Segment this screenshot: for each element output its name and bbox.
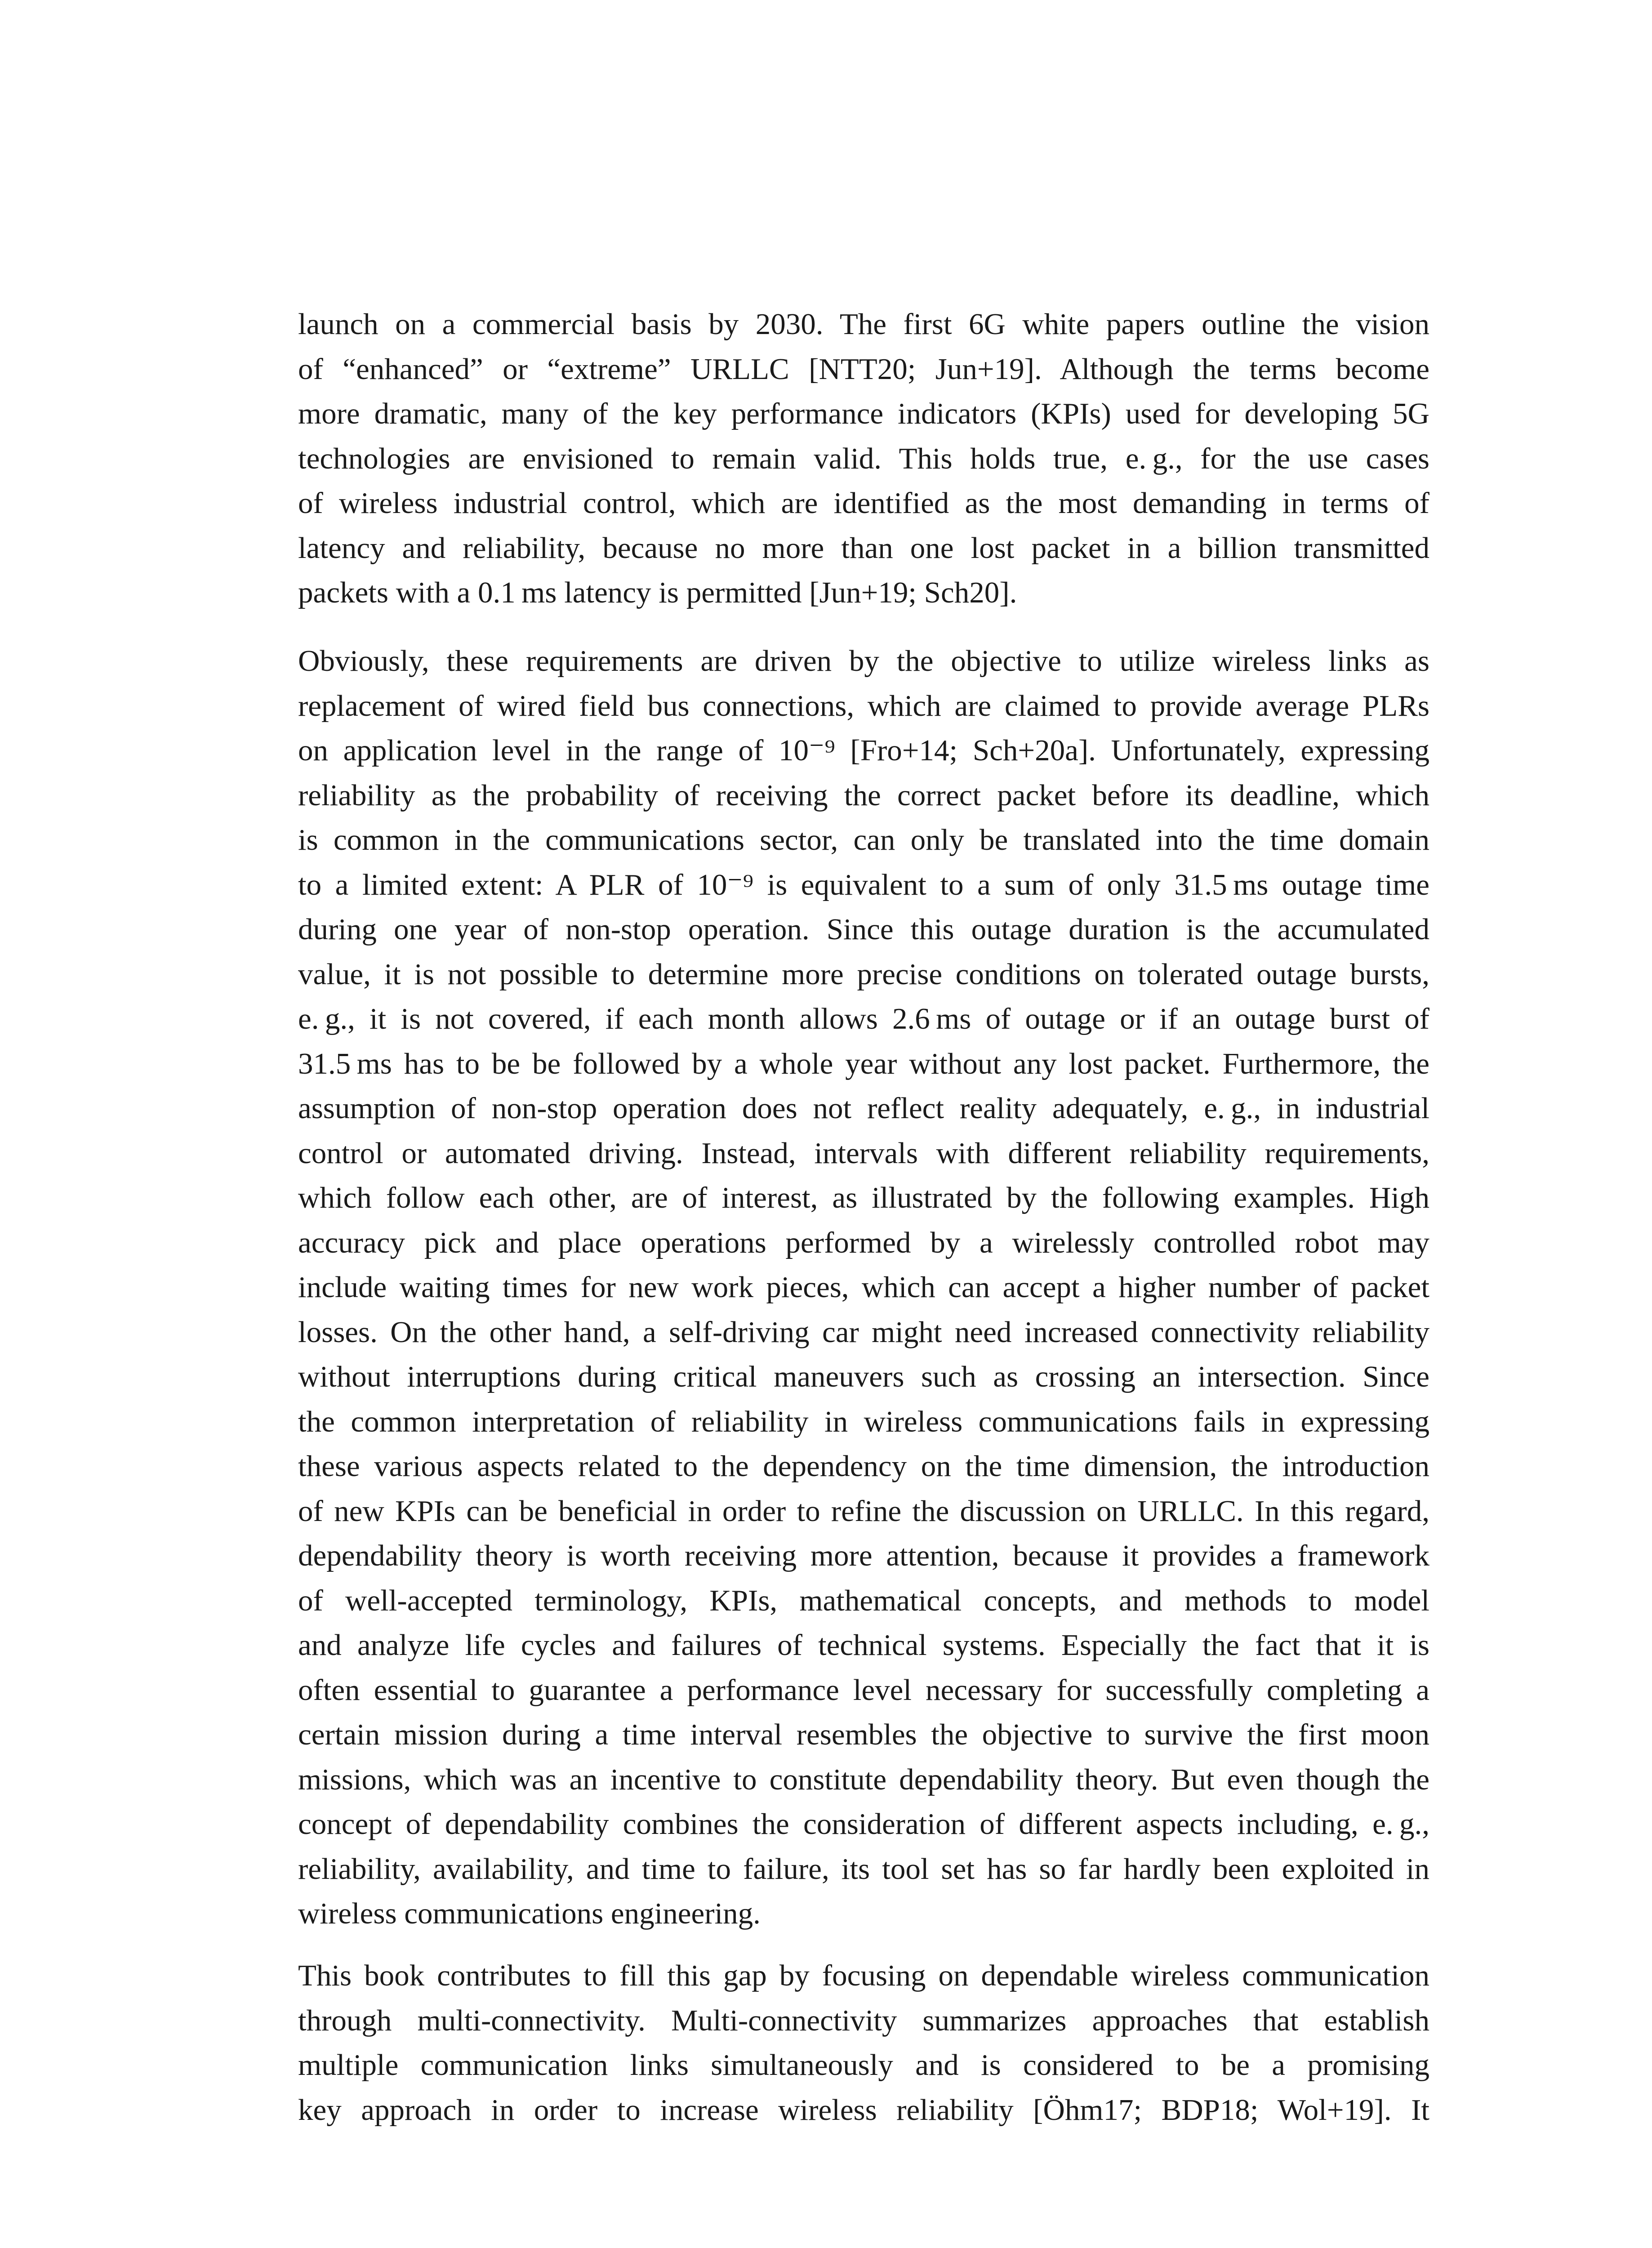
text-line: control or automated driving. Instead, intervals with different reliability requirements, xyxy=(298,1136,1429,1170)
text-line: missions, which was an incentive to constitute dependability theory. But even though the xyxy=(298,1762,1429,1796)
text-line: reliability, availability, and time to failure, its tool set has so far hardly been exploited in xyxy=(298,1852,1429,1886)
text-line: This book contributes to fill this gap by focusing on dependable wireless communication xyxy=(298,1959,1429,1992)
text-line: 31.5 ms has to be be followed by a whole year without any lost packet. Furthermore, the xyxy=(298,1047,1429,1080)
text-line: often essential to guarantee a performance level necessary for successfully completing a xyxy=(298,1673,1429,1707)
text-line: Obviously, these requirements are driven by the objective to utilize wireless links as xyxy=(298,644,1429,678)
text-line: of “enhanced” or “extreme” URLLC [NTT20; Jun+19]. Although the terms become xyxy=(298,352,1429,386)
text-line: more dramatic, many of the key performance indicators (KPIs) used for developing 5G xyxy=(298,397,1429,430)
text-line: which follow each other, are of interest, as illustrated by the following examples. High xyxy=(298,1181,1429,1214)
text-line: these various aspects related to the dependency on the time dimension, the introduction xyxy=(298,1450,1429,1483)
text-line: is common in the communications sector, can only be translated into the time domain xyxy=(298,823,1429,856)
text-line: certain mission during a time interval resembles the objective to survive the first moon xyxy=(298,1718,1429,1751)
text-line: multiple communication links simultaneously and is considered to be a promising xyxy=(298,2048,1429,2082)
text-line: reliability as the probability of receiving the correct packet before its deadline, which xyxy=(298,778,1429,812)
paragraph-3 xyxy=(298,1954,1429,2132)
paragraph-2 xyxy=(298,639,1429,1936)
text-line: dependability theory is worth receiving more attention, because it provides a framework xyxy=(298,1539,1429,1572)
text-line: wireless communications engineering. xyxy=(298,1897,761,1930)
text-line: on application level in the range of 10⁻⁹ [Fro+14; Sch+20a]. Unfortunately, expressing xyxy=(298,734,1429,767)
text-line: replacement of wired field bus connections, which are claimed to provide average PLRs xyxy=(298,689,1429,723)
text-line: through multi-connectivity. Multi-connectivity summarizes approaches that establish xyxy=(298,2003,1429,2037)
text-line: value, it is not possible to determine more precise conditions on tolerated outage bursts, xyxy=(298,957,1429,991)
text-line: accuracy pick and place operations performed by a wirelessly controlled robot may xyxy=(298,1226,1429,1259)
paragraph-1 xyxy=(298,302,1429,616)
text-line: and analyze life cycles and failures of technical systems. Especially the fact that it is xyxy=(298,1628,1429,1662)
text-line: assumption of non-stop operation does not reflect reality adequately, e. g., in industrial xyxy=(298,1092,1429,1125)
text-line: losses. On the other hand, a self-driving car might need increased connectivity reliability xyxy=(298,1315,1429,1349)
text-line: latency and reliability, because no more than one lost packet in a billion transmitted xyxy=(298,531,1429,565)
text-line: packets with a 0.1 ms latency is permitted [Jun+19; Sch20]. xyxy=(298,576,1017,609)
text-line: of wireless industrial control, which are identified as the most demanding in terms of xyxy=(298,486,1429,520)
text-line: concept of dependability combines the consideration of different aspects including, e. g., xyxy=(298,1807,1429,1841)
text-line: of well-accepted terminology, KPIs, mathematical concepts, and methods to model xyxy=(298,1583,1429,1617)
text-line: of new KPIs can be beneficial in order to refine the discussion on URLLC. In this regard, xyxy=(298,1494,1429,1528)
text-line: e. g., it is not covered, if each month allows 2.6 ms of outage or if an outage burst of xyxy=(298,1002,1429,1035)
text-line: without interruptions during critical maneuvers such as crossing an intersection. Since xyxy=(298,1360,1429,1393)
text-line: include waiting times for new work pieces, which can accept a higher number of packet xyxy=(298,1271,1429,1304)
text-line: technologies are envisioned to remain valid. This holds true, e. g., for the use cases xyxy=(298,442,1429,475)
text-line: key approach in order to increase wireless reliability [Öhm17; BDP18; Wol+19]. It xyxy=(298,2093,1429,2127)
text-line: during one year of non-stop operation. Since this outage duration is the accumulated xyxy=(298,913,1429,946)
text-line: to a limited extent: A PLR of 10⁻⁹ is equivalent to a sum of only 31.5 ms outage time xyxy=(298,868,1429,901)
text-line: the common interpretation of reliability in wireless communications fails in expressing xyxy=(298,1405,1429,1438)
text-line: launch on a commercial basis by 2030. The first 6G white papers outline the vision xyxy=(298,308,1429,341)
